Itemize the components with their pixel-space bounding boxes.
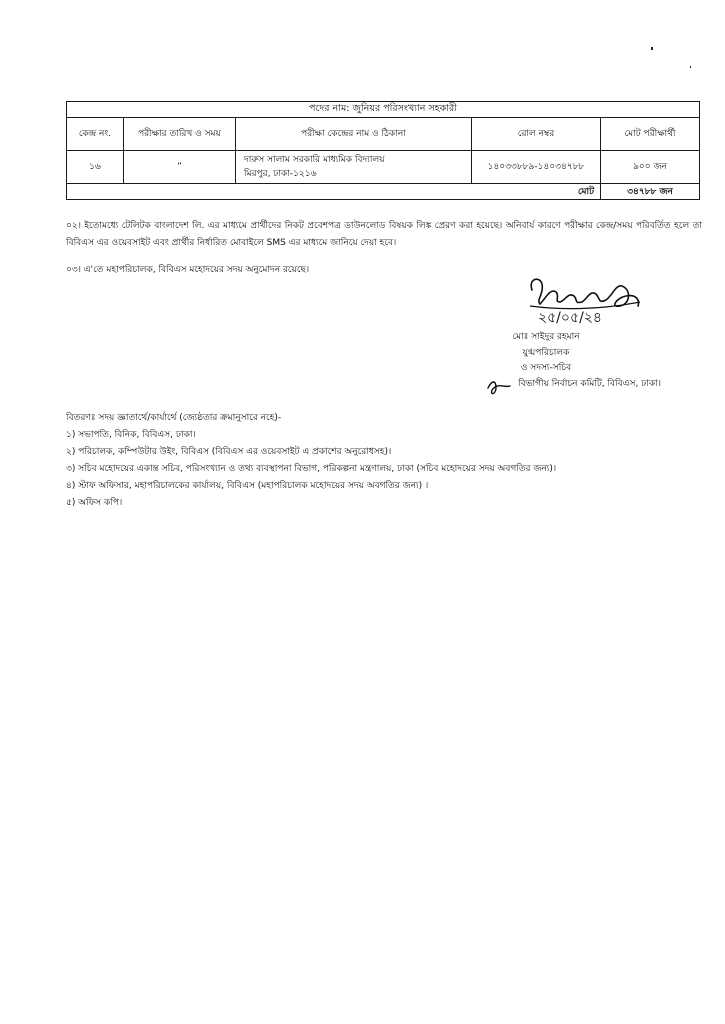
col-header-roll: রোল নম্বর — [472, 118, 601, 151]
list-item: ১) সভাপতি, বিনিক, বিবিএস, ঢাকা। — [66, 430, 196, 440]
venue-name: দারুস সালাম সরকারি মাধ্যমিক বিদ্যালয় — [244, 155, 385, 165]
total-label: মোট — [472, 184, 601, 200]
signatory-designation: যুগ্মপরিচালক — [522, 347, 570, 358]
total-row — [67, 184, 700, 200]
list-item: ৫) অফিস কপি। — [66, 498, 123, 508]
col-header-date-time: পরীক্ষার তারিখ ও সময় — [124, 118, 236, 151]
signatory-role: ও সদস্য-সচিব — [520, 363, 572, 373]
signature-block — [431, 330, 661, 392]
cell-centre-no: ১৬ — [67, 151, 124, 184]
signature-date: ২৫/০৫/২৪ — [538, 310, 602, 326]
total-value: ৩৪৭৮৮ জন — [601, 184, 700, 200]
distribution-list — [66, 410, 706, 512]
list-item: ৩) সচিব মহোদয়ের একান্ত সচিব, পরিসংখ্যান ও তথ্য ব্যবস্থাপনা বিভাগ, পরিকল্পনা মন্ত্রণালয়, ঢাকা (সচিব মহোদয়ের সদয় অবগতির জন্য)। — [66, 464, 557, 474]
scan-speck — [651, 47, 653, 50]
paragraph-02: ০২। ইতোমধ্যে টেলিটক বাংলাদেশ লি. এর মাধ্যমে প্রার্থীদের নিকট প্রবেশপত্র ডাউনলোড বিষয়ক লিঙ্ক প্রেরণ করা হয়েছে। অনিবার্য কারণে পরীক্ষার কেন্দ্র/সময় পরিবর্তিত হলে তা বিবিএস এর ওয়েবসাইট এবং প্রার্থীর নির্ধারিত মোবাইলে SMS এর মাধ্যমে জানিয়ে দেয়া হবে। — [66, 221, 702, 248]
col-header-centre-no: কেন্দ্র নং. — [67, 118, 124, 151]
post-title: পদের নাম: জুনিয়র পরিসংখ্যান সহকারী — [67, 102, 700, 118]
list-item: ৪) স্টাফ অফিসার, মহাপরিচালকের কার্যালয়, বিবিএস (মহাপরিচালক মহোদয়ের সদয় অবগতির জন্য) । — [66, 481, 429, 491]
cell-date-time: ” — [124, 151, 236, 184]
col-header-total: মোট পরীক্ষার্থী — [601, 118, 700, 151]
cell-total: ৯০০ জন — [601, 151, 700, 184]
cell-venue — [236, 151, 472, 184]
signatory-committee: বিভাগীয় নির্বাচন কমিটি, বিবিএস, ঢাকা। — [518, 378, 661, 389]
distribution-heading: বিতরণঃ সদয় জ্ঞাতার্থে/কার্যার্থে (জ্যেষ্ঠতার ক্রমানুসারে নহে)- — [66, 413, 282, 423]
cell-roll: ১৪০৩৩৮৮৯-১৪০৩৪৭৮৮ — [472, 151, 601, 184]
col-header-venue: পরীক্ষা কেন্দ্রের নাম ও ঠিকানা — [236, 118, 472, 151]
scan-speck — [690, 66, 691, 68]
venue-address: মিরপুর, ঢাকা-১২১৬ — [244, 169, 317, 179]
exam-centre-table — [66, 101, 700, 200]
list-item: ২) পরিচালক, কম্পিউটার উইং, বিবিএস (বিবিএস এর ওয়েবসাইট এ প্রকাশের অনুরোধসহ)। — [66, 447, 392, 457]
total-row-spacer — [67, 184, 472, 200]
signatory-name: মোঃ সাইদুর রহমান — [512, 332, 580, 342]
table-row — [67, 151, 700, 184]
paragraph-03: ০৩। এ'তে মহাপরিচালক, বিবিএস মহোদয়ের সদয় অনুমোদন রয়েছে। — [66, 265, 310, 275]
